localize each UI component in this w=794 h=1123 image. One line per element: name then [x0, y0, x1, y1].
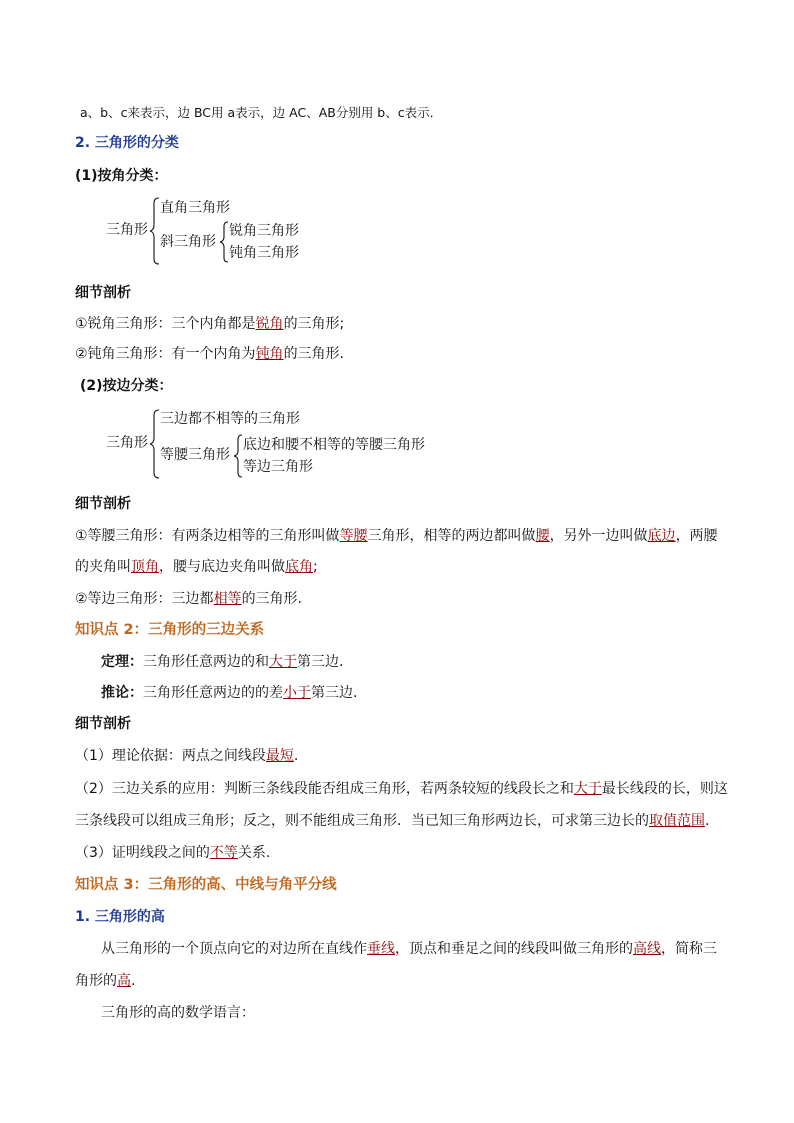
note-text: 三角形，相等的两边都叫做 — [367, 528, 536, 544]
detail-title-3: 细节剖析 — [75, 716, 131, 732]
kp2-note-2-cont — [75, 811, 709, 831]
corollary-line — [101, 683, 357, 703]
detail-title: 细节剖析 — [75, 285, 131, 301]
note-text: ①等腰三角形：有两条边相等的三角形叫做 — [75, 528, 340, 544]
acute-note-tail: 的三角形; — [283, 316, 345, 332]
para-text: 角形的 — [75, 973, 117, 989]
by-side-heading: (2)按边分类： — [80, 378, 173, 394]
angle-right-triangle: 直角三角形 — [160, 200, 230, 216]
angle-brace-outer — [150, 197, 160, 265]
detail-title-2: 细节剖析 — [75, 496, 131, 512]
kp2-note-1 — [75, 746, 298, 766]
altitude-para — [101, 939, 717, 959]
theorem-text: 第三边. — [297, 654, 344, 670]
side-brace-inner — [233, 434, 243, 478]
altitude-para-cont — [75, 971, 135, 991]
kp2-title: 知识点 2：三角形的三边关系 — [75, 622, 265, 638]
note-text: . — [293, 748, 299, 764]
range-term: 取值范围 — [649, 813, 705, 829]
kp3-title: 知识点 3：三角形的高、中线与角平分线 — [75, 877, 337, 893]
side-isosceles-triangle: 等腰三角形 — [160, 447, 230, 463]
obtuse-note — [75, 344, 344, 364]
angle-obtuse-triangle: 钝角三角形 — [229, 245, 299, 261]
obtuse-note-text: ②钝角三角形：有一个内角为 — [75, 346, 256, 362]
note-text: （3）证明线段之间的 — [75, 845, 210, 861]
base-term: 底边 — [647, 528, 676, 544]
acute-term: 锐角 — [255, 316, 284, 332]
note-text: 三条线段可以组成三角形；反之，则不能组成三角形．当已知三角形两边长，可求第三边长的 — [75, 813, 649, 829]
equal-term: 相等 — [213, 591, 242, 607]
intro-line: a、b、c来表示，边 BC用 a表示，边 AC、AB分别用 b、c表示． — [80, 105, 443, 120]
base-angle-term: 底角 — [285, 559, 313, 575]
corollary-text: 三角形任意两边的的差 — [143, 685, 283, 701]
vertex-angle-term: 顶角 — [131, 559, 159, 575]
angle-oblique-triangle: 斜三角形 — [160, 234, 216, 250]
note-text: 最长线段的长，则这 — [601, 781, 728, 797]
angle-tree-root: 三角形 — [106, 222, 148, 238]
note-text: ，另外一边叫做 — [549, 528, 648, 544]
side-iso-nonequal: 底边和腰不相等的等腰三角形 — [243, 437, 425, 453]
side-scalene-triangle: 三边都不相等的三角形 — [160, 411, 300, 427]
note-text: 关系. — [237, 845, 271, 861]
kp3-sub1: 1. 三角形的高 — [75, 909, 165, 925]
corollary-text: 第三边. — [311, 685, 358, 701]
side-tree-root: 三角形 — [106, 435, 148, 451]
angle-acute-triangle: 锐角三角形 — [229, 223, 299, 239]
side-equilateral: 等边三角形 — [243, 459, 313, 475]
altitude-term: 高 — [117, 973, 131, 989]
note-text: ，两腰 — [675, 528, 718, 544]
greater-term: 大于 — [573, 781, 602, 797]
para-text: 从三角形的一个顶点向它的对边所在直线作 — [101, 941, 367, 957]
para-text: ，简称三 — [661, 941, 717, 957]
greater-term: 大于 — [269, 654, 297, 670]
theorem-line — [101, 652, 343, 672]
note-text: （2）三边关系的应用：判断三条线段能否组成三角形，若两条较短的线段长之和 — [75, 781, 574, 797]
theorem-label: 定理： — [101, 654, 143, 670]
math-language-line: 三角形的高的数学语言： — [101, 1005, 255, 1021]
note-text: ; — [313, 559, 318, 575]
isosceles-term: 等腰 — [339, 528, 368, 544]
acute-note-text: ①锐角三角形：三个内角都是 — [75, 316, 256, 332]
shortest-term: 最短 — [265, 748, 294, 764]
less-term: 小于 — [283, 685, 311, 701]
isosceles-note-cont — [75, 557, 318, 577]
altitude-line-term: 高线 — [633, 941, 661, 957]
perpendicular-term: 垂线 — [367, 941, 395, 957]
leg-term: 腰 — [535, 528, 550, 544]
acute-note — [75, 314, 344, 334]
equilateral-note — [75, 589, 302, 609]
obtuse-term: 钝角 — [255, 346, 284, 362]
para-text: . — [131, 973, 136, 989]
side-brace-outer — [150, 409, 160, 479]
section2-title: 2. 三角形的分类 — [75, 135, 179, 151]
angle-brace-inner — [219, 221, 229, 263]
note-text: 的三角形. — [241, 591, 303, 607]
note-text: ，腰与底边夹角叫做 — [159, 559, 285, 575]
obtuse-note-tail: 的三角形. — [283, 346, 345, 362]
note-text: （1）理论依据：两点之间线段 — [75, 748, 266, 764]
unequal-term: 不等 — [209, 845, 238, 861]
isosceles-note — [75, 526, 718, 546]
note-text: . — [705, 813, 710, 829]
kp2-note-3 — [75, 843, 270, 863]
note-text: 的夹角叫 — [75, 559, 131, 575]
note-text: ②等边三角形：三边都 — [75, 591, 214, 607]
kp2-note-2 — [75, 779, 728, 799]
para-text: ，顶点和垂足之间的线段叫做三角形的 — [395, 941, 633, 957]
by-angle-heading: (1)按角分类： — [75, 168, 168, 184]
theorem-text: 三角形任意两边的和 — [143, 654, 269, 670]
corollary-label: 推论： — [101, 685, 143, 701]
